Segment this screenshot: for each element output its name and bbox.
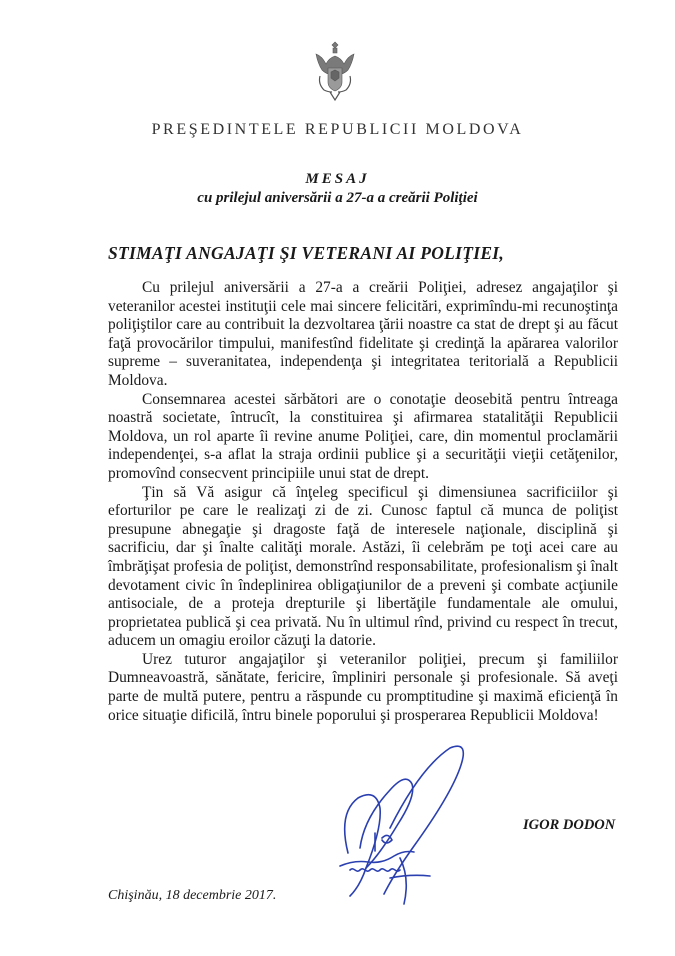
place-date: Chişinău, 18 decembrie 2017. xyxy=(108,888,277,903)
message-body xyxy=(108,279,618,725)
signatory-name: IGOR DODON xyxy=(523,817,616,833)
coat-of-arms-icon xyxy=(312,40,358,106)
salutation: STIMAŢI ANGAJAŢI ŞI VETERANI AI POLIŢIEI, xyxy=(108,243,505,263)
document-title: MESAJ xyxy=(305,171,370,187)
paragraph: Ţin să Vă asigur că înţeleg specificul şi dimensiunea sacrificiilor şi eforturilor pe care le realizaţi zi de zi. Cunosc faptul că munca de poliţist presupune abnegaţie şi dragoste faţă de interesele naţionale, disciplină şi sacrificiu, dar şi înalte calităţi morale. Astăzi, îi celebrăm pe toţi acei care au îmbrăţişat profesia de poliţist, demonstrînd responsabilitate, profesionalism şi înalt devotament civic în îndeplinirea obligaţiunilor de a preveni şi combate acţiunile antisociale, de a proteja drepturile şi libertăţile fundamentale ale omului, proprietatea publică şi cea privată. Nu în ultimul rînd, privind cu respect în trecut, aducem un omagiu eroilor căzuţi la datorie. xyxy=(108,483,618,650)
office-heading: PREŞEDINTELE REPUBLICII MOLDOVA xyxy=(151,121,524,138)
handwritten-signature xyxy=(330,738,530,918)
paragraph: Urez tuturor angajaţilor şi veteranilor poliţiei, precum şi familiilor Dumneavoastră, sănătate, fericire, împliniri personale şi profesionale. Să aveţi parte de multă putere, pentru a răspunde cu promptitudine şi maximă eficienţă în orice situaţie dificilă, întru binele poporului şi prosperarea Republicii Moldova! xyxy=(108,650,618,724)
paragraph: Cu prilejul aniversării a 27-a a creării Poliţiei, adresez angajaţilor şi veteranilor acestei instituţii cele mai sincere felicitări, exprimîndu-mi recunoştinţa poliţiştilor care au contribuit la dezvoltarea ţării noastre ca stat de drept şi au făcut faţă provocărilor timpului, manifestînd fidelitate şi credinţă la apărarea valorilor supreme – suveranitatea, independenţa şi integritatea teritorială a Republicii Moldova. xyxy=(108,279,618,389)
document-subtitle: cu prilejul aniversării a 27-a a creării Poliţiei xyxy=(197,190,478,206)
paragraph: Consemnarea acestei sărbători are o conotaţie deosebită pentru întreaga noastră societate, întrucît, la constituirea şi afirmarea statalităţii Republicii Moldova, un rol aparte îi revine anume Poliţiei, care, din momentul proclamării independenţei, s-a aflat la straja ordinii publice şi a securităţii vieţii cetăţenilor, promovînd consecvent principiile unui stat de drept. xyxy=(108,390,618,482)
